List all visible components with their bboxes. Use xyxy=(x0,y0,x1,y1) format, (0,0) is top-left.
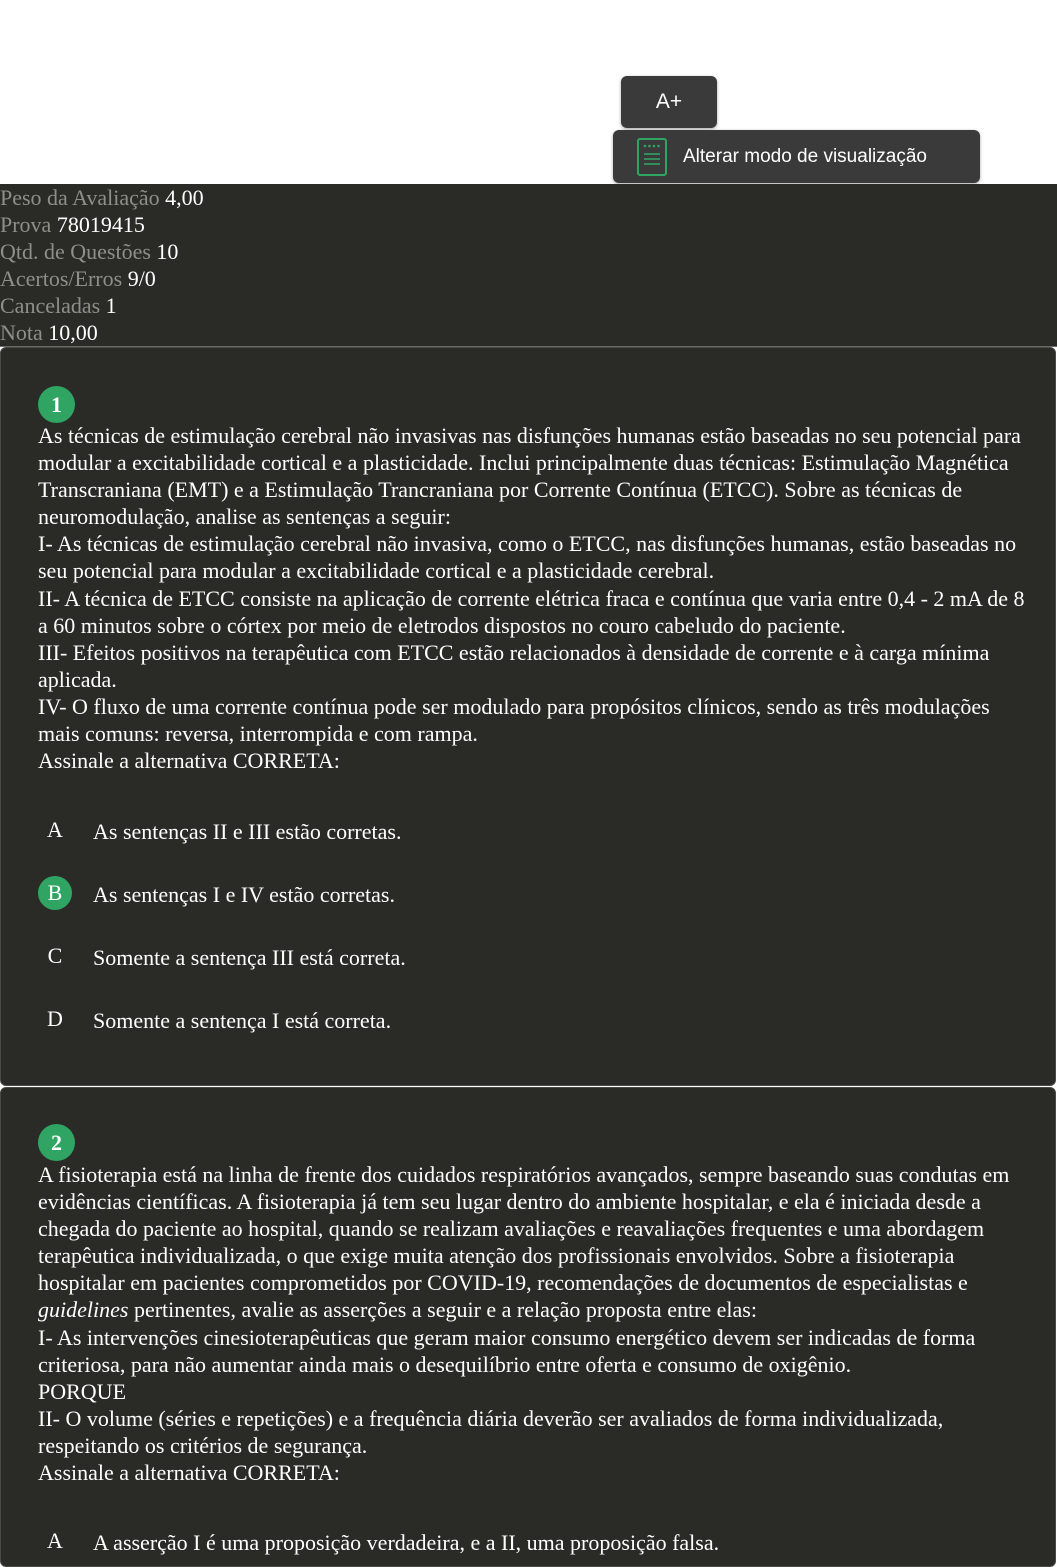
answer-option-b-selected[interactable] xyxy=(38,876,1028,910)
view-mode-label: Alterar modo de visualização xyxy=(683,145,927,167)
option-letter: C xyxy=(47,943,63,968)
answer-option-c[interactable] xyxy=(38,939,1028,973)
question-paragraph: Assinale a alternativa CORRETA: xyxy=(38,748,340,774)
question-paragraph: II- O volume (séries e repetições) e a frequência diária deverão ser avaliados de forma individualizada, respeitando os critérios de segurança. xyxy=(38,1405,944,1458)
question-text xyxy=(38,422,1028,774)
option-letter: D xyxy=(47,1006,63,1031)
option-letter: A xyxy=(47,817,63,842)
option-letter: A xyxy=(47,1528,63,1553)
question-paragraph: A fisioterapia está na linha de frente dos cuidados respiratórios avançados, sempre baseando suas condutas em evidências científicas. A fisioterapia já tem seu lugar dentro do ambiente hospitalar, e ela é iniciada desde a chegada do paciente ao hospital, quando se realizam avaliações e reavaliações frequentes e uma abordagem terapêutica individualizada, o que exige muita atenção dos profissionais envolvidos. Sobre a fisioterapia hospitalar em pacientes comprometidos por COVID-19, recomendações de documentos de especialistas e guidelines pertinentes, avalie as asserções a seguir e a relação proposta entre elas: xyxy=(38,1162,1010,1323)
question-card xyxy=(0,347,1056,1086)
increase-font-button[interactable]: A+ xyxy=(621,76,717,128)
question-number-badge: 2 xyxy=(38,1124,75,1161)
question-paragraph: I- As técnicas de estimulação cerebral não invasiva, como o ETCC, nas disfunções humanas, estão baseadas no seu potencial para modular a excitabilidade cortical e a plasticidade cerebral. xyxy=(38,531,1017,584)
top-toolbar xyxy=(0,0,1057,184)
question-paragraph: II- A técnica de ETCC consiste na aplicação de corrente elétrica fraca e contínua que varia entre 0,4 - 2 mA de 8 a 60 minutos sobre o córtex por meio de eletrodos dispostos no couro cabeludo do paciente. xyxy=(38,585,1025,638)
summary-prova: Prova 78019415 xyxy=(0,212,145,237)
exam-summary xyxy=(0,184,1057,346)
option-text: As sentenças II e III estão corretas. xyxy=(93,819,402,844)
summary-questoes: Qtd. de Questões 10 xyxy=(0,239,179,264)
answer-option-a[interactable] xyxy=(38,813,1028,847)
question-paragraph: III- Efeitos positivos na terapêutica com ETCC estão relacionados à densidade de corrente e à carga mínima aplicada. xyxy=(38,639,990,692)
question-text xyxy=(38,1161,1028,1486)
question-paragraph: I- As intervenções cinesioterapêuticas que geram maior consumo energético devem ser indicadas de forma criteriosa, para não aumentar ainda mais o desequilíbrio entre oferta e consumo de oxigênio. xyxy=(38,1324,976,1377)
question-card xyxy=(0,1087,1056,1567)
change-view-mode-button[interactable] xyxy=(613,130,980,183)
option-text: Somente a sentença III está correta. xyxy=(93,945,406,970)
answer-option-a[interactable] xyxy=(38,1524,1028,1558)
option-text: Somente a sentença I está correta. xyxy=(93,1008,392,1033)
question-paragraph: As técnicas de estimulação cerebral não invasivas nas disfunções humanas estão baseadas no seu potencial para modular a excitabilidade cortical e a plasticidade. Inclui principalmente duas técnicas: Estimulação Magnética Transcraniana (EMT) e a Estimulação Trancraniana por Corrente Contínua (ETCC). Sobre as técnicas de neuromodulação, analise as sentenças a seguir: xyxy=(38,423,1021,530)
option-text: A asserção I é uma proposição verdadeira, e a II, uma proposição falsa. xyxy=(93,1530,720,1555)
question-paragraph: IV- O fluxo de uma corrente contínua pode ser modulado para propósitos clínicos, sendo as três modulações mais comuns: reversa, interrompida e com rampa. xyxy=(38,693,990,747)
question-number-badge: 1 xyxy=(38,386,75,423)
document-icon xyxy=(637,138,667,176)
option-letter: B xyxy=(38,876,72,910)
summary-canceladas: Canceladas 1 xyxy=(0,293,117,318)
summary-peso: Peso da Avaliação 4,00 xyxy=(0,185,204,210)
summary-acertos: Acertos/Erros 9/0 xyxy=(0,266,156,291)
summary-nota: Nota 10,00 xyxy=(0,320,98,345)
question-paragraph: PORQUE xyxy=(38,1378,127,1404)
answer-option-d[interactable] xyxy=(38,1002,1028,1036)
option-text: As sentenças I e IV estão corretas. xyxy=(93,882,395,907)
question-paragraph: Assinale a alternativa CORRETA: xyxy=(38,1460,340,1486)
